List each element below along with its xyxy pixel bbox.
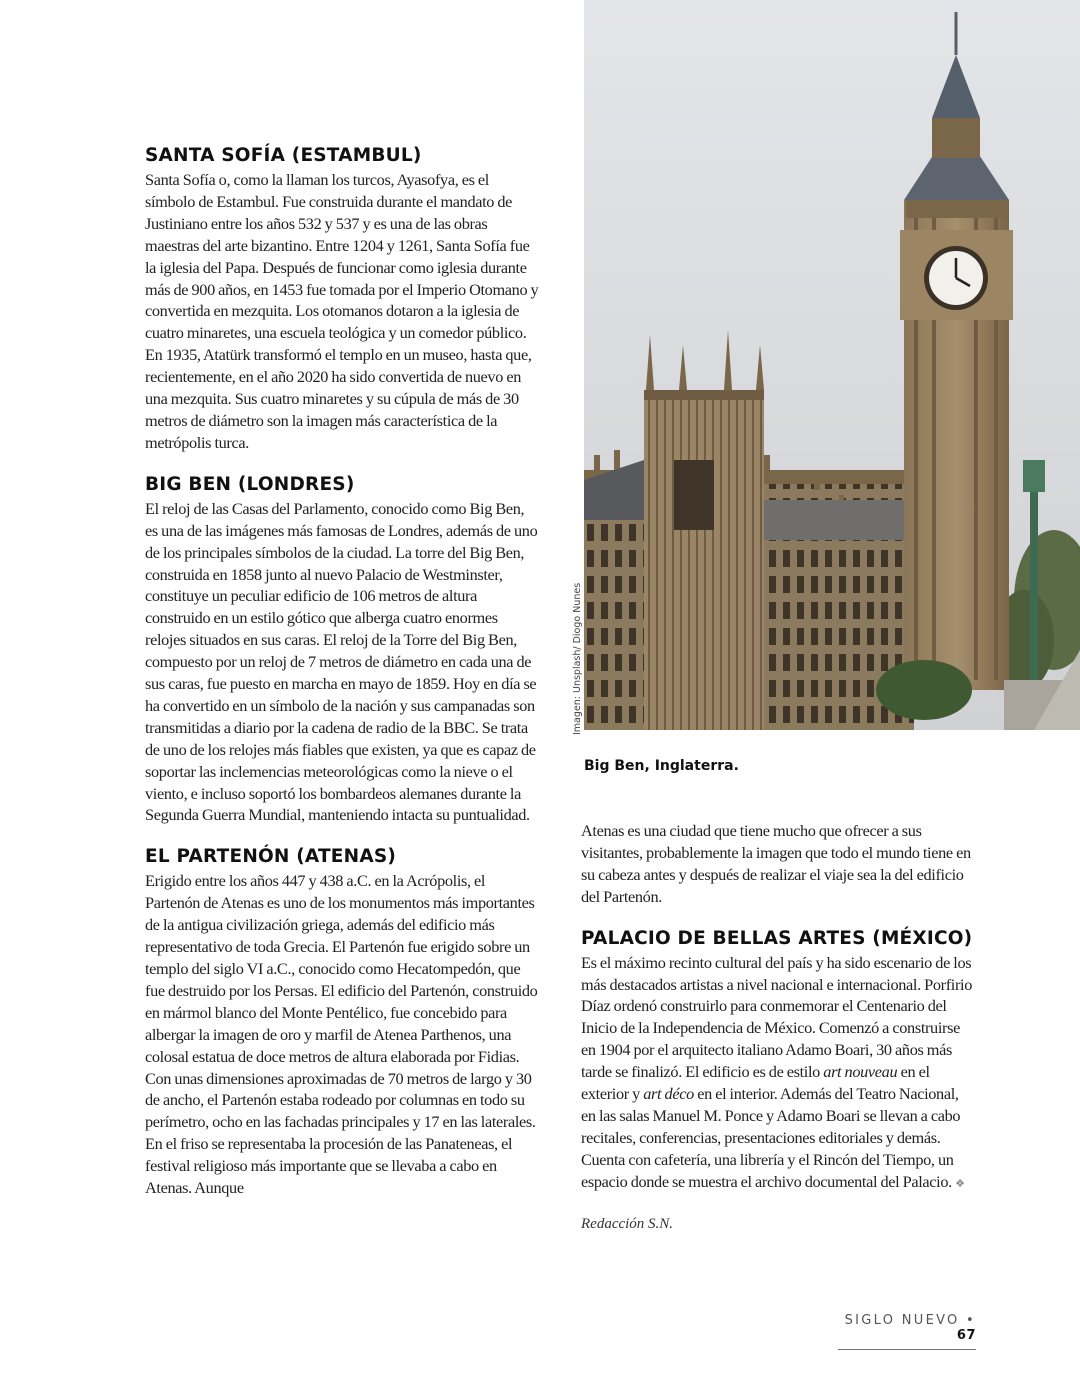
section-text-big-ben: El reloj de las Casas del Parlamento, conocido como Big Ben, es una de las imágenes más famosas de Londres, además de uno de los principales símbolos de la ciudad. La torre del Big Ben, construida en 1858 junto al nuevo Palacio de Westminster, constituye un peculiar edificio de 106 metros de altura construido en un estilo gótico que alberga cuatro enormes relojes situados en sus caras. El reloj de la Torre del Big Ben, compuesto por un reloj de 7 metros de diámetro en cada una de sus caras, fue puesto en marcha en mayo de 1859. Hoy en día se ha convertido en un símbolo de la nación y sus campanadas son transmitidas a diario por la cadena de radio de la BBC. Se trata de uno de los relojes más fiables que existen, ya que es capaz de soportar las inclemencias meteorológicas como la nieve o el viento, e incluso soportó los bombardeos alemanes durante la Segunda Guerra Mundial, manteniendo intacta su puntualidad.	[145, 498, 538, 825]
page-footer	[838, 1313, 976, 1350]
section-text-partenon: Erigido entre los años 447 y 438 a.C. en la Acrópolis, el Partenón de Atenas es uno de los monumentos más importantes de la antigua civilización griega, además del edificio más representativo de toda Grecia. El Partenón fue erigido sobre un templo del siglo VI a.C., conocido como Hecatompedón, que fue destruido por los Persas. El edificio del Partenón, construido en mármol blanco del Monte Pentélico, fue concebido para albergar la imagen de oro y marfil de Atenea Parthenos, una colosal estatua de doce metros de altura elaborada por Fidias. Con unas dimensiones aproximadas de 70 metros de largo y 30 de ancho, el Partenón estaba rodeado por columnas en todo su perímetro, ocho en las fachadas principales y 17 en las laterales. En el friso se representaba la procesión de las Panateneas, el festival religioso más importante que se llevaba a cabo en Atenas. Aunque	[145, 871, 538, 1198]
magazine-name: SIGLO NUEVO	[844, 1313, 960, 1328]
byline: Redacción S.N.	[581, 1215, 674, 1232]
bellas-artes-text-part-2: en el exterior y	[581, 1062, 930, 1104]
bellas-artes-text-part-1: Es el máximo recinto cultural del país y ha sido escenario de los más destacados artistas a nivel nacional e internacional. Porfirio Díaz ordenó construirlo para conmemorar el Centenario del Inicio de la Independencia de México. Comenzó a construirse en 1904 por el arquitecto italiano Adamo Boari, 30 años más tarde se finalizó. El edificio es de estilo	[581, 952, 972, 1082]
section-title-big-ben: BIG BEN (LONDRES)	[145, 473, 355, 495]
bellas-artes-italic-art-nouveau: art nouveau	[823, 1062, 898, 1082]
section-title-partenon: EL PARTENÓN (ATENAS)	[145, 846, 397, 868]
end-mark-icon: ❖	[955, 1177, 965, 1190]
section-title-bellas-artes: PALACIO DE BELLAS ARTES (MÉXICO)	[581, 927, 973, 949]
footer-separator: •	[966, 1313, 976, 1328]
right-column	[581, 820, 976, 1233]
bellas-artes-italic-art-deco: art déco	[643, 1084, 694, 1104]
left-column	[145, 145, 540, 1219]
photo-caption: Big Ben, Inglaterra.	[584, 758, 739, 774]
section-text-bellas-artes	[581, 952, 976, 1196]
section-text-santa-sofia: Santa Sofía o, como la llaman los turcos, Ayasofya, es el símbolo de Estambul. Fue construida durante el mandato de Justiniano entre los años 532 y 537 y es una de las obras maestras del arte bizantino. Entre 1204 y 1261, Santa Sofía fue la iglesia del Papa. Después de funcionar como iglesia durante más de 900 años, en 1453 fue tomada por el Imperio Otomano y convertida en mezquita. Los otomanos dotaron a la iglesia de cuatro minaretes, una escuela teológica y un comedor público. En 1935, Atatürk transformó el templo en un museo, hasta que, recientemente, en el año 2020 ha sido convertida de nuevo en una mezquita. Sus cuatro minaretes y su cúpula de más de 30 metros de diámetro son la imagen más característica de la metrópolis turca.	[145, 170, 539, 452]
big-ben-photo	[584, 0, 1080, 730]
section-text-partenon-continuation: Atenas es una ciudad que tiene mucho que ofrecer a sus visitantes, probablemente la imagen que todo el mundo tiene en su cabeza antes y después de realizar el viaje sea la del edificio del Partenón.	[581, 821, 971, 906]
big-ben-illustration	[584, 0, 1080, 730]
bellas-artes-text-part-3: en el interior. Además del Teatro Nacional, en las salas Manuel M. Ponce y Adamo Boari se llevan a cabo recitales, conferencias, presentaciones editoriales y demás. Cuenta con cafetería, una librería y el Rincón del Tiempo, un espacio donde se muestra el archivo documental del Palacio.	[581, 1084, 961, 1191]
photo-credit: Imagen: Unsplash/ Diogo Nunes	[572, 582, 583, 735]
section-title-santa-sofia: SANTA SOFÍA (ESTAMBUL)	[145, 145, 422, 166]
page-number: 67	[956, 1328, 976, 1343]
